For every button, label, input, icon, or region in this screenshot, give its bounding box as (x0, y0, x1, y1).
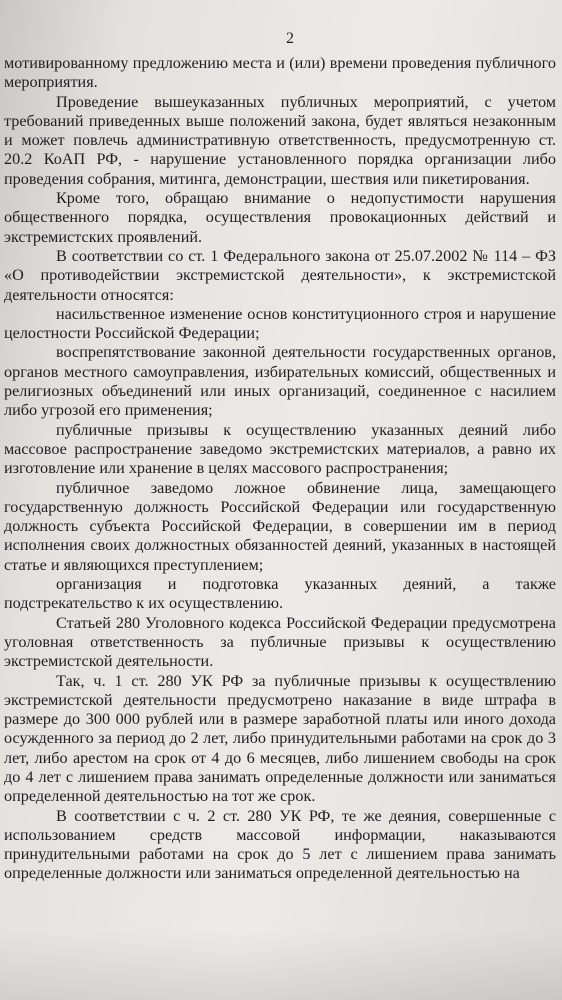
paragraph-part2-penalty: В соответствии с ч. 2 ст. 280 УК РФ, те же деяния, совершенные с использованием средств массовой информации, наказываются принудительными работами на срок до 5 лет с лишением права занимать определенные должности или заниматься определенной деятельностью на (4, 806, 556, 883)
paragraph-continuation: мотивированному предложению места и (или) времени проведения публичного мероприятия. (4, 54, 556, 92)
list-item-obstruction: воспрепятствование законной деятельности государственных органов, органов местного самоуправления, избирательных комиссий, общественных и религиозных объединений или иных организаций, соединенное с насилием либо угрозой его применения; (4, 343, 556, 420)
list-item-organization: организация и подготовка указанных деяний, а также подстрекательство к их осуществлению. (4, 575, 556, 613)
paragraph-part1-penalty: Так, ч. 1 ст. 280 УК РФ за публичные призывы к осуществлению экстремистской деятельности предусмотрено наказание в виде штрафа в размере до 300 000 рублей или в размере заработной платы или иного дохода осужденного за период до 2 лет, либо принудительными работами на срок до 3 лет, либо арестом на срок от 4 до 6 месяцев, либо лишением свободы на срок до 4 лет с лишением права занимать определенные должности или заниматься определенной деятельностью на тот же срок. (4, 671, 556, 806)
paragraph-criminal-code-280: Статьей 280 Уголовного кодекса Российской Федерации предусмотрена уголовная ответственность за публичные призывы к осуществлению экстремистской деятельности. (4, 613, 556, 671)
paragraph-federal-law-reference: В соответствии со ст. 1 Федерального закона от 25.07.2002 № 114 – ФЗ «О противодействии экстремистской деятельности», к экстремистской деятельности относятся: (4, 246, 556, 304)
paragraph-administrative-liability: Проведение вышеуказанных публичных мероприятий, с учетом требований приведенных выше положений закона, будет являться незаконным и может повлечь административную ответственность, предусмотренную ст. 20.2 КоАП РФ, - нарушение установленного порядка организации либо проведения собрания, митинга, демонстрации, шествия или пикетирования. (4, 92, 556, 188)
list-item-public-calls: публичные призывы к осуществлению указанных деяний либо массовое распространение заведомо экстремистских материалов, а равно их изготовление или хранение в целях массового распространения; (4, 420, 556, 478)
list-item-constitutional-change: насильственное изменение основ конституционного строя и нарушение целостности Российской Федерации; (4, 304, 556, 343)
paragraph-public-order-warning: Кроме того, обращаю внимание о недопустимости нарушения общественного порядка, осуществления провокационных действий и экстремистских проявлений. (4, 189, 556, 246)
list-item-false-accusation: публичное заведомо ложное обвинение лица, замещающего государственную должность Российской Федерации или государственную должность субъекта Российской Федерации, в совершении им в период исполнения своих должностных обязанностей деяний, указанных в настоящей статье и являющихся преступлением; (4, 478, 556, 574)
page-number: 2 (286, 30, 294, 47)
